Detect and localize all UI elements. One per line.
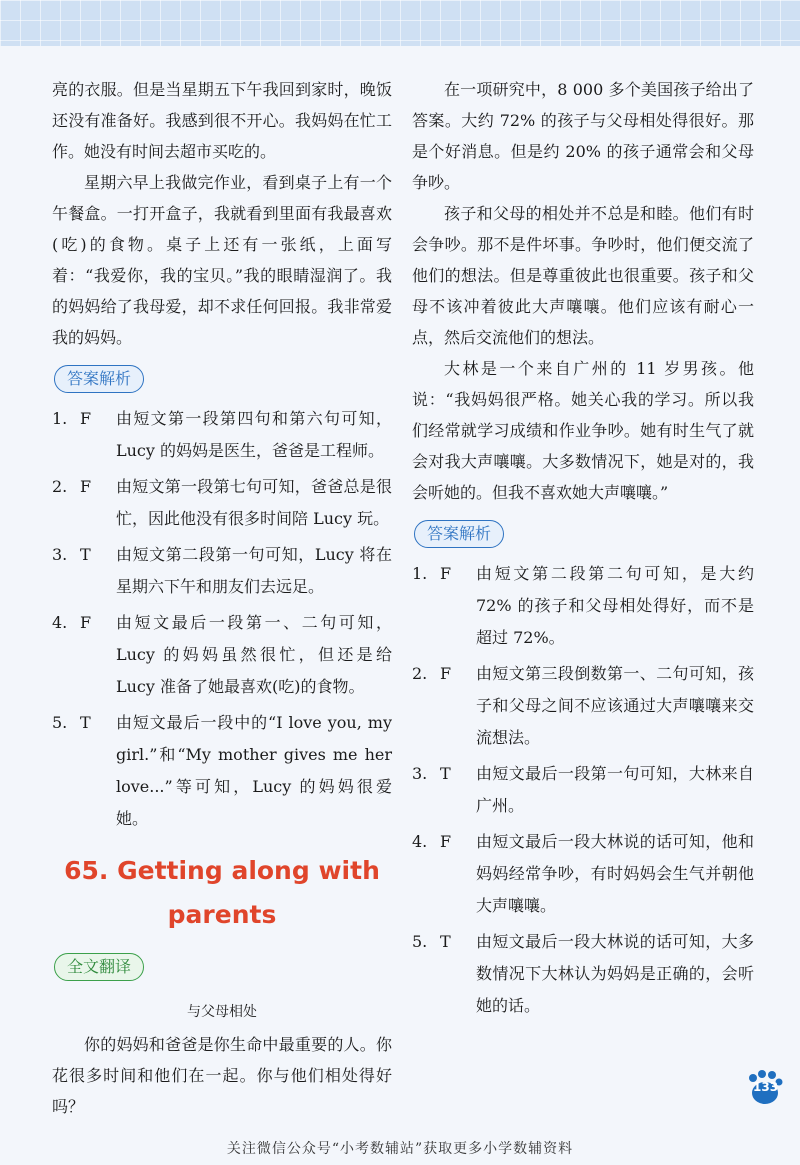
answer-number: 5. bbox=[52, 713, 68, 732]
answer-tf: F bbox=[80, 613, 92, 632]
translation-title: 与父母相处 bbox=[187, 1004, 257, 1020]
answer-item bbox=[412, 558, 754, 654]
answer-item bbox=[52, 607, 392, 703]
answer-number: 4. bbox=[52, 613, 68, 632]
answer-number: 3. bbox=[52, 545, 68, 564]
answer-text: 由短文第一段第四句和第六句可知，Lucy 的妈妈是医生，爸爸是工程师。 bbox=[116, 409, 392, 460]
answer-text: 由短文最后一段大林说的话可知，他和妈妈经常争吵，有时妈妈会生气并朝他大声嚷嚷。 bbox=[476, 832, 754, 915]
answer-number: 2. bbox=[52, 477, 68, 496]
answer-text: 由短文第一段第七句可知，爸爸总是很忙，因此他没有很多时间陪 Lucy 玩。 bbox=[116, 477, 392, 528]
answer-text: 由短文最后一段大林说的话可知，大多数情况下大林认为妈妈是正确的，会听她的话。 bbox=[476, 932, 754, 1015]
answer-analysis-badge: 答案解析 bbox=[414, 520, 504, 548]
answer-item bbox=[412, 658, 754, 754]
answer-tf: F bbox=[80, 477, 92, 496]
section-heading-line-1: 65. Getting along with bbox=[64, 856, 380, 885]
right-column bbox=[412, 74, 754, 1026]
answer-tf: F bbox=[440, 664, 452, 683]
left-column bbox=[52, 74, 392, 1122]
answer-tf: T bbox=[440, 932, 451, 951]
answer-text: 由短文第二段第二句可知，是大约 72% 的孩子和父母相处得好，而不是超过 72%。 bbox=[476, 564, 754, 647]
answer-text: 由短文最后一段第一、二句可知，Lucy 的妈妈虽然很忙，但还是给 Lucy 准备了她最喜欢(吃)的食物。 bbox=[116, 613, 392, 696]
answer-item bbox=[52, 539, 392, 603]
answer-item bbox=[412, 826, 754, 922]
answer-text: 由短文第三段倒数第一、二句可知，孩子和父母之间不应该通过大声嚷嚷来交流想法。 bbox=[476, 664, 754, 747]
answer-tf: T bbox=[80, 713, 91, 732]
header-band bbox=[0, 0, 800, 46]
left-paragraph-2: 星期六早上我做完作业，看到桌子上有一个午餐盒。一打开盒子，我就看到里面有我最喜欢(吃)的食物。桌子上还有一张纸，上面写着：“我爱你，我的宝贝。”我的眼睛湿润了。我的妈妈给了我母爱，却不求任何回报。我非常爱我的妈妈。 bbox=[52, 173, 392, 347]
translation-badge: 全文翻译 bbox=[54, 953, 144, 981]
answer-tf: T bbox=[440, 764, 451, 783]
answer-number: 5. bbox=[412, 932, 428, 951]
right-paragraph-3: 大林是一个来自广州的 11 岁男孩。他说：“我妈妈很严格。她关心我的学习。所以我们经常就学习成绩和作业争吵。她有时生气了就会对我大声嚷嚷。大多数情况下，她是对的，我会听她的。但我不喜欢她大声嚷嚷。” bbox=[412, 359, 754, 502]
answer-tf: F bbox=[440, 832, 452, 851]
answer-item bbox=[52, 403, 392, 467]
answer-text: 由短文最后一段中的“I love you, my girl.”和“My mother gives me her love...”等可知，Lucy 的妈妈很爱她。 bbox=[116, 713, 392, 828]
page-number: 133 bbox=[753, 1080, 779, 1094]
section-heading bbox=[52, 849, 392, 937]
answer-item bbox=[412, 926, 754, 1022]
answer-analysis-badge: 答案解析 bbox=[54, 365, 144, 393]
answer-number: 4. bbox=[412, 832, 428, 851]
left-paragraph-3: 你的妈妈和爸爸是你生命中最重要的人。你花很多时间和他们在一起。你与他们相处得好吗？ bbox=[52, 1035, 392, 1116]
answer-item bbox=[52, 471, 392, 535]
answer-item bbox=[52, 707, 392, 835]
right-paragraph-2: 孩子和父母的相处并不总是和睦。他们有时会争吵。那不是件坏事。争吵时，他们便交流了他们的想法。但是尊重彼此也很重要。孩子和父母不该冲着彼此大声嚷嚷。他们应该有耐心一点，然后交流他们的想法。 bbox=[412, 204, 754, 347]
answer-tf: T bbox=[80, 545, 91, 564]
answer-number: 1. bbox=[412, 564, 428, 583]
answer-tf: F bbox=[440, 564, 452, 583]
answer-number: 1. bbox=[52, 409, 68, 428]
answer-item bbox=[412, 758, 754, 822]
answer-text: 由短文第二段第一句可知，Lucy 将在星期六下午和朋友们去远足。 bbox=[116, 545, 392, 596]
answer-number: 2. bbox=[412, 664, 428, 683]
answer-tf: F bbox=[80, 409, 92, 428]
answer-number: 3. bbox=[412, 764, 428, 783]
right-paragraph-1: 在一项研究中，8 000 多个美国孩子给出了答案。大约 72% 的孩子与父母相处得很好。那是个好消息。但是约 20% 的孩子通常会和父母争吵。 bbox=[412, 80, 754, 192]
page-number-badge bbox=[744, 1068, 784, 1108]
section-heading-line-2: parents bbox=[167, 900, 277, 929]
left-paragraph-1: 亮的衣服。但是当星期五下午我回到家时，晚饭还没有准备好。我感到很不开心。我妈妈在忙工作。她没有时间去超市买吃的。 bbox=[52, 80, 392, 161]
footer-watermark: 关注微信公众号“小考数辅站”获取更多小学数辅资料 bbox=[226, 1141, 574, 1157]
answer-text: 由短文最后一段第一句可知，大林来自广州。 bbox=[476, 764, 754, 815]
